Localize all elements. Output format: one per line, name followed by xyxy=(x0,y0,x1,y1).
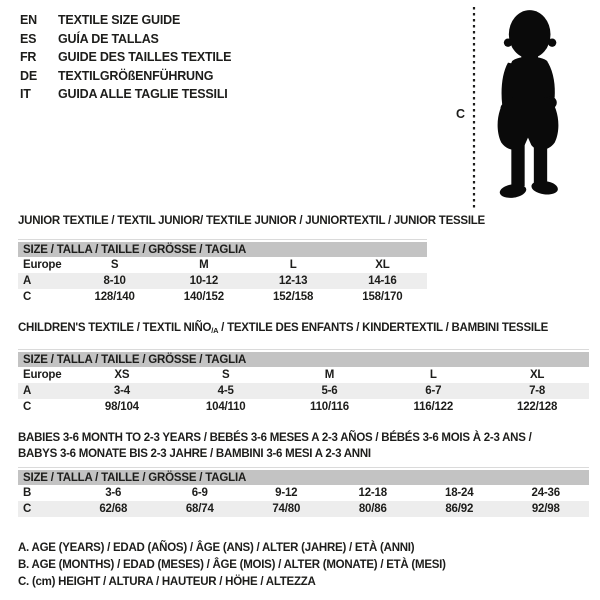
size-cell: 14-16 xyxy=(338,273,427,289)
lang-label: TEXTILE SIZE GUIDE xyxy=(58,13,181,27)
row-label: A xyxy=(18,383,70,399)
size-guide-content xyxy=(18,214,589,591)
lang-code: DE xyxy=(20,68,37,83)
table-row xyxy=(18,257,427,273)
size-cell: L xyxy=(289,259,297,271)
height-c-label: C xyxy=(456,107,466,121)
language-list xyxy=(20,11,231,104)
size-cell: 104/110 xyxy=(205,401,246,413)
size-header-bar xyxy=(18,350,589,367)
size-cell: 86/92 xyxy=(416,501,503,517)
size-cell: 116/122 xyxy=(413,401,454,413)
height-dashed-line xyxy=(471,7,477,209)
lang-label: GUIDE DES TAILLES TEXTILE xyxy=(58,50,232,64)
size-cell: 8-10 xyxy=(70,273,159,289)
children-title-pre: CHILDREN'S TEXTILE / TEXTIL NIÑO xyxy=(18,322,212,334)
size-cell: 12-18 xyxy=(358,487,387,499)
children-table-title xyxy=(18,321,589,338)
lang-code: IT xyxy=(20,87,31,101)
junior-size-table xyxy=(18,239,427,305)
lang-row-en xyxy=(20,11,231,30)
size-cell: M xyxy=(324,369,335,381)
lang-row-es xyxy=(20,30,231,49)
size-cell: 152/158 xyxy=(273,291,314,303)
size-cell: L xyxy=(429,369,437,381)
legend-line-c: C. (cm) HEIGHT / ALTURA / HAUTEUR / HÖHE / ALTEZZA xyxy=(18,576,316,588)
lang-row-it xyxy=(20,85,231,104)
size-cell: 18-24 xyxy=(445,487,474,499)
children-title-post: / TEXTILE DES ENFANTS / KINDERTEXTIL / BAMBINI TESSILE xyxy=(218,322,549,334)
size-cell: M xyxy=(199,259,209,271)
lang-code: ES xyxy=(20,31,37,46)
row-label: A xyxy=(18,273,70,289)
babies-size-table xyxy=(18,467,589,517)
size-cell: 12-13 xyxy=(249,273,338,289)
lang-label: GUIDA ALLE TAGLIE TESSILI xyxy=(58,87,228,101)
size-cell: 6-7 xyxy=(381,383,485,399)
size-cell: 122/128 xyxy=(517,401,558,413)
table-row xyxy=(18,367,589,383)
size-cell: XL xyxy=(529,369,545,381)
size-cell: 128/140 xyxy=(94,291,135,303)
babies-title-line2: BABYS 3-6 MONATE BIS 2-3 JAHRE / BAMBINI 3-6 MESI A 2-3 ANNI xyxy=(18,448,371,460)
lang-code: EN xyxy=(20,13,37,27)
row-label: Europe xyxy=(23,369,62,381)
legend-line-b: B. AGE (MONTHS) / EDAD (MESES) / ÂGE (MOIS) / ALTER (MONATE) / ETÀ (MESI) xyxy=(18,559,446,571)
size-cell: 5-6 xyxy=(278,383,382,399)
legend xyxy=(18,540,589,591)
row-label: C xyxy=(23,291,32,303)
size-cell: 10-12 xyxy=(159,273,248,289)
size-cell: 6-9 xyxy=(191,487,208,499)
table-row xyxy=(18,399,589,415)
row-label: Europe xyxy=(23,259,62,271)
size-cell: 74/80 xyxy=(243,501,330,517)
size-header-label: SIZE / TALLA / TAILLE / GRÖSSE / TAGLIA xyxy=(18,468,589,485)
row-label: C xyxy=(18,501,70,517)
row-label: B xyxy=(23,487,32,499)
size-cell: 80/86 xyxy=(330,501,417,517)
size-cell: 68/74 xyxy=(157,501,244,517)
size-cell: XS xyxy=(114,369,130,381)
lang-code: FR xyxy=(20,50,37,64)
table-row xyxy=(18,501,589,517)
lang-row-fr xyxy=(20,48,231,67)
size-header-bar xyxy=(18,240,427,257)
size-cell: 62/68 xyxy=(70,501,157,517)
legend-line-a: A. AGE (YEARS) / EDAD (AÑOS) / ÂGE (ANS) / ALTER (JAHRE) / ETÀ (ANNI) xyxy=(18,542,415,554)
row-label: C xyxy=(23,401,32,413)
size-cell: S xyxy=(110,259,119,271)
lang-label: GUÍA DE TALLAS xyxy=(58,31,159,46)
size-cell: 3-4 xyxy=(70,383,174,399)
lang-row-de xyxy=(20,67,231,86)
size-cell: 24-36 xyxy=(531,487,560,499)
size-cell: S xyxy=(221,369,230,381)
toddler-silhouette-image xyxy=(482,6,574,206)
size-cell: 3-6 xyxy=(105,487,122,499)
size-cell: 158/170 xyxy=(362,291,403,303)
children-title-sub: /A xyxy=(211,326,219,335)
size-cell: 110/116 xyxy=(310,401,349,413)
table-row xyxy=(18,273,427,289)
size-cell: 7-8 xyxy=(485,383,589,399)
size-cell: 9-12 xyxy=(275,487,298,499)
children-size-table xyxy=(18,349,589,415)
junior-table-title: JUNIOR TEXTILE / TEXTIL JUNIOR/ TEXTILE JUNIOR / JUNIORTEXTIL / JUNIOR TESSILE xyxy=(18,215,485,227)
size-header-label: SIZE / TALLA / TAILLE / GRÖSSE / TAGLIA xyxy=(18,240,427,257)
size-cell: 92/98 xyxy=(503,501,590,517)
table-row xyxy=(18,289,427,305)
size-header-label: SIZE / TALLA / TAILLE / GRÖSSE / TAGLIA xyxy=(18,350,589,367)
size-cell: 4-5 xyxy=(174,383,278,399)
babies-title-line1: BABIES 3-6 MONTH TO 2-3 YEARS / BEBÉS 3-6 MESES A 2-3 AÑOS / BÉBÉS 3-6 MOIS À 2-3 ANS / xyxy=(18,432,532,444)
size-cell: XL xyxy=(375,259,390,271)
lang-label: TEXTILGRÖßENFÜHRUNG xyxy=(58,68,214,83)
table-row xyxy=(18,485,589,501)
table-row xyxy=(18,383,589,399)
size-cell: 140/152 xyxy=(183,291,224,303)
babies-table-title xyxy=(18,430,589,462)
size-header-bar xyxy=(18,468,589,485)
size-cell: 98/104 xyxy=(104,401,139,413)
